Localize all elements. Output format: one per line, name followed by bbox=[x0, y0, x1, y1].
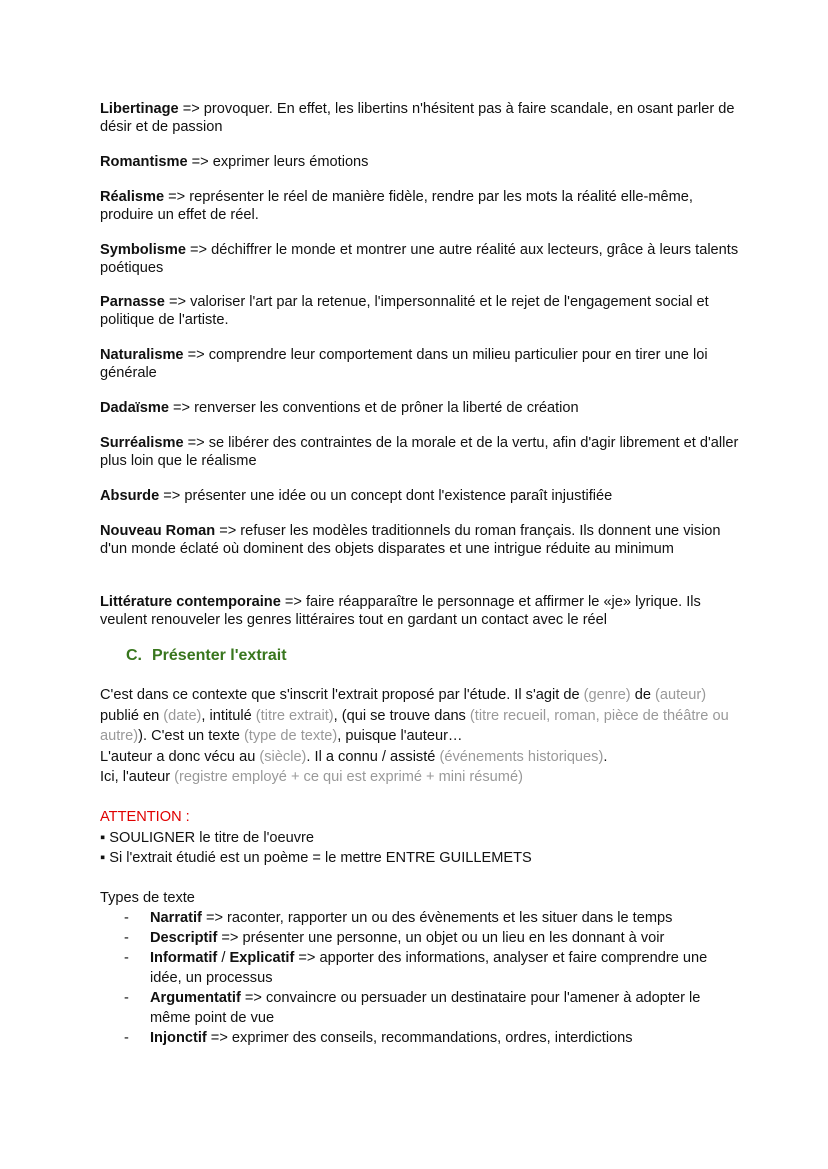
text-type-name: Descriptif bbox=[150, 930, 218, 946]
movement-name: Romantisme bbox=[100, 154, 188, 170]
text-types-block bbox=[100, 888, 740, 1048]
list-bullet: - bbox=[124, 990, 129, 1006]
template-paragraph bbox=[100, 685, 740, 788]
placeholder-siecle: (siècle) bbox=[259, 748, 307, 765]
template-text: ). C'est un texte bbox=[138, 728, 244, 744]
movement-name: Symbolisme bbox=[100, 242, 186, 258]
template-text: , puisque l'auteur… bbox=[337, 728, 463, 744]
movement-description: => provoquer. En effet, les libertins n'hésitent pas à faire scandale, en osant parler de désir et de passion bbox=[100, 101, 735, 135]
movement-name: Réalisme bbox=[100, 189, 165, 205]
section-title: Présenter l'extrait bbox=[152, 647, 287, 664]
movement-name: Littérature contemporaine bbox=[100, 594, 281, 610]
movement-description: => présenter une idée ou un concept dont l'existence paraît injustifiée bbox=[159, 488, 613, 504]
attention-item: ▪ Si l'extrait étudié est un poème = le mettre ENTRE GUILLEMETS bbox=[100, 850, 532, 866]
movement-description: => se libérer des contraintes de la morale et de la vertu, afin d'agir librement et d'aller plus loin que le réalisme bbox=[100, 435, 739, 469]
list-bullet: - bbox=[124, 910, 129, 926]
list-bullet: - bbox=[124, 950, 129, 966]
movement-entry bbox=[100, 434, 740, 470]
template-text: L'auteur a donc vécu au bbox=[100, 748, 260, 765]
text-type-description: => raconter, rapporter un ou des évènements et les situer dans le temps bbox=[201, 910, 673, 926]
attention-item: ▪ SOULIGNER le titre de l'oeuvre bbox=[100, 829, 314, 846]
movement-description: => comprendre leur comportement dans un milieu particulier pour en tirer une loi générale bbox=[100, 347, 708, 381]
placeholder-auteur: (auteur) bbox=[655, 687, 707, 703]
placeholder-genre: (genre) bbox=[583, 687, 631, 703]
movement-name: Libertinage bbox=[100, 101, 179, 117]
text-type-description: => convaincre ou persuader un destinataire pour l'amener à adopter le même point de vue bbox=[150, 990, 701, 1026]
attention-title: ATTENTION : bbox=[100, 809, 190, 825]
movement-entry bbox=[100, 346, 740, 382]
placeholder-type-texte: (type de texte) bbox=[243, 728, 338, 744]
template-text: , intitulé bbox=[201, 707, 256, 724]
text-type-description: => présenter une personne, un objet ou un lieu en les donnant à voir bbox=[217, 930, 665, 946]
movement-entry bbox=[100, 522, 740, 558]
placeholder-titre-extrait: (titre extrait) bbox=[255, 707, 334, 724]
text-type-item bbox=[100, 1028, 740, 1048]
movement-entry bbox=[100, 399, 740, 417]
text-type-item bbox=[100, 948, 740, 988]
list-bullet: - bbox=[124, 930, 129, 946]
movement-description: => déchiffrer le monde et montrer une autre réalité aux lecteurs, grâce à leurs talents poétiques bbox=[100, 242, 739, 276]
text-type-description: => apporter des informations, analyser et faire comprendre une idée, un processus bbox=[150, 950, 708, 986]
attention-block bbox=[100, 807, 740, 869]
movement-description: => refuser les modèles traditionnels du roman français. Ils donnent une vision d'un monde éclaté où dominent des objets disparates et une intrigue réduite au minimum bbox=[100, 523, 721, 557]
text-type-name: Explicatif bbox=[229, 950, 295, 966]
movement-entry bbox=[100, 100, 740, 136]
movement-entry bbox=[100, 188, 740, 224]
placeholder-date: (date) bbox=[163, 707, 202, 724]
template-text: , (qui se trouve dans bbox=[333, 707, 470, 724]
section-number: C. bbox=[126, 647, 142, 664]
text-types-title: Types de texte bbox=[100, 890, 195, 906]
text-type-item bbox=[100, 988, 740, 1028]
template-text: de bbox=[630, 687, 656, 703]
movement-entry bbox=[100, 293, 740, 329]
section-heading bbox=[126, 646, 287, 666]
text-type-item bbox=[100, 908, 740, 928]
placeholder-evenements: (événements historiques) bbox=[439, 748, 604, 765]
template-text: C'est dans ce contexte que s'inscrit l'extrait proposé par l'étude. Il s'agit de bbox=[100, 687, 584, 703]
text-type-description: => exprimer des conseils, recommandations, ordres, interdictions bbox=[206, 1030, 633, 1046]
placeholder-titre-recueil: (titre recueil, roman, pièce de théâtre ou autre) bbox=[100, 707, 729, 744]
movement-entry bbox=[100, 487, 740, 505]
movement-name: Naturalisme bbox=[100, 347, 184, 363]
movement-name: Absurde bbox=[100, 488, 160, 504]
template-text: . bbox=[603, 748, 608, 765]
template-text: Ici, l'auteur bbox=[100, 769, 175, 785]
text-type-separator: / bbox=[217, 950, 230, 966]
movement-name: Nouveau Roman bbox=[100, 523, 216, 539]
text-type-item bbox=[100, 928, 740, 948]
text-type-name: Injonctif bbox=[150, 1030, 207, 1046]
movement-description: => renverser les conventions et de prôner la liberté de création bbox=[168, 400, 579, 416]
text-type-name: Informatif bbox=[150, 950, 218, 966]
movement-entry bbox=[100, 153, 740, 171]
template-text: . Il a connu / assisté bbox=[306, 748, 440, 765]
movement-description: => représenter le réel de manière fidèle, rendre par les mots la réalité elle-même, produire un effet de réel. bbox=[100, 189, 693, 223]
movement-name: Parnasse bbox=[100, 294, 165, 310]
placeholder-registre: (registre employé + ce qui est exprimé + mini résumé) bbox=[174, 769, 523, 785]
movement-description: => faire réapparaître le personnage et affirmer le «je» lyrique. Ils veulent renouveler les genres littéraires tout en gardant un contact avec le réel bbox=[100, 594, 701, 628]
text-type-name: Narratif bbox=[150, 910, 202, 926]
movement-entry bbox=[100, 241, 740, 277]
movement-entry bbox=[100, 593, 740, 629]
list-bullet: - bbox=[124, 1030, 129, 1046]
text-type-name: Argumentatif bbox=[150, 990, 241, 1006]
movement-description: => valoriser l'art par la retenue, l'impersonnalité et le rejet de l'engagement social et politique de l'artiste. bbox=[100, 294, 709, 328]
movement-description: => exprimer leurs émotions bbox=[187, 154, 369, 170]
template-text: publié en bbox=[100, 707, 164, 724]
movement-name: Dadaïsme bbox=[100, 400, 169, 416]
movement-name: Surréalisme bbox=[100, 435, 184, 451]
